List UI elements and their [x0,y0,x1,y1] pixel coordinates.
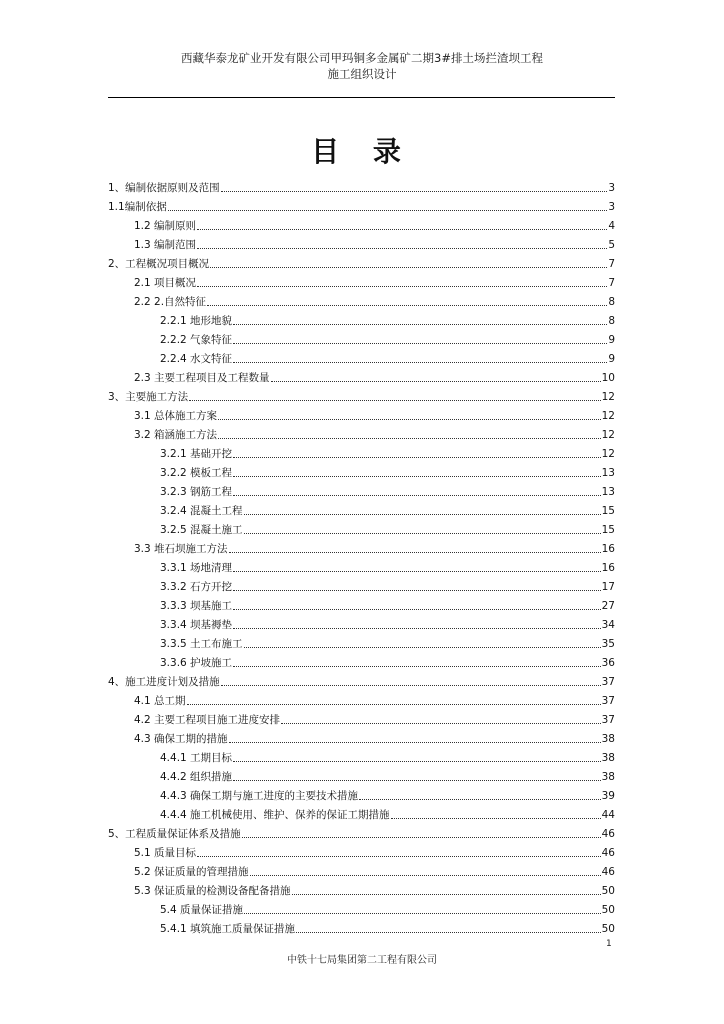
toc-dot-leader [233,628,601,629]
toc-entry-label: 3.3.5 土工布施工 [160,638,243,650]
toc-entry-label: 4.1 总工期 [134,695,186,707]
toc-entry[interactable] [108,404,615,423]
toc-entry-label: 3.2.4 混凝土工程 [160,505,243,517]
toc-dot-leader [233,761,601,762]
toc-entry-label: 2.1 项目概况 [134,277,197,289]
toc-dot-leader [233,590,601,591]
toc-entry[interactable] [108,727,615,746]
toc-dot-leader [197,856,601,857]
toc-entry-page: 39 [601,790,615,802]
toc-entry-page: 27 [601,600,615,612]
toc-dot-leader [233,571,601,572]
toc-entry[interactable] [108,898,615,917]
toc-dot-leader [197,229,607,230]
toc-entry[interactable] [108,879,615,898]
toc-dot-leader [233,666,601,667]
toc-entry-page: 50 [601,904,615,916]
toc-entry-label: 5.4 质量保证措施 [160,904,244,916]
toc-entry-label: 3.2.2 模板工程 [160,467,233,479]
toc-entry[interactable] [108,214,615,233]
toc-entry[interactable] [108,613,615,632]
toc-entry-page: 37 [601,695,615,707]
toc-dot-leader [359,799,601,800]
toc-entry-label: 3.3.4 坝基褥垫 [160,619,233,631]
toc-entry-page: 44 [601,809,615,821]
toc-dot-leader [221,191,608,192]
toc-entry[interactable] [108,309,615,328]
toc-entry-label: 3.3.1 场地清理 [160,562,233,574]
toc-entry-page: 3 [608,182,615,194]
toc-entry-label: 5、工程质量保证体系及措施 [108,828,241,840]
toc-entry-label: 3.2 箱涵施工方法 [134,429,218,441]
toc-dot-leader [296,932,601,933]
toc-entry[interactable] [108,746,615,765]
toc-entry-page: 50 [601,923,615,935]
toc-dot-leader [233,362,607,363]
toc-dot-leader [233,495,601,496]
toc-dot-leader [244,913,601,914]
toc-entry[interactable] [108,594,615,613]
toc-dot-leader [197,248,607,249]
toc-dot-leader [250,875,601,876]
toc-entry-page: 38 [601,771,615,783]
toc-entry[interactable] [108,480,615,499]
toc-entry-label: 4.4.2 组织措施 [160,771,233,783]
toc-entry-page: 12 [601,429,615,441]
toc-entry-label: 2.2.1 地形地貌 [160,315,233,327]
toc-dot-leader [218,438,601,439]
page-header [0,50,724,82]
toc-dot-leader [218,419,601,420]
toc-entry[interactable] [108,176,615,195]
toc-dot-leader [292,894,601,895]
toc-entry[interactable] [108,708,615,727]
toc-entry-label: 5.4.1 填筑施工质量保证措施 [160,923,296,935]
toc-entry-page: 37 [601,676,615,688]
toc-entry-label: 3.1 总体施工方案 [134,410,218,422]
toc-dot-leader [189,400,600,401]
toc-dot-leader [244,533,601,534]
page-footer: 中铁十七局集团第二工程有限公司 [287,955,437,966]
toc-dot-leader [244,514,601,515]
toc-entry-label: 2、工程概况项目概况 [108,258,210,270]
toc-entry-page: 7 [608,277,615,289]
toc-entry[interactable] [108,252,615,271]
toc-entry-label: 3.3.3 坝基施工 [160,600,233,612]
toc-entry[interactable] [108,803,615,822]
toc-entry-label: 4.4.4 施工机械使用、维护、保养的保证工期措施 [160,809,390,821]
toc-entry[interactable] [108,328,615,347]
toc-entry-page: 38 [601,752,615,764]
toc-entry-page: 8 [608,315,615,327]
toc-entry-page: 4 [608,220,615,232]
toc-entry-page: 12 [601,410,615,422]
toc-entry[interactable] [108,632,615,651]
toc-entry-label: 3.3 堆石坝施工方法 [134,543,228,555]
toc-entry-page: 17 [601,581,615,593]
toc-entry-label: 3.2.5 混凝土施工 [160,524,243,536]
toc-title: 目 录 [311,135,413,168]
header-divider [108,97,615,98]
toc-entry-label: 4、施工进度计划及措施 [108,676,220,688]
toc-entry[interactable] [108,651,615,670]
toc-entry[interactable] [108,195,615,214]
toc-entry[interactable] [108,575,615,594]
toc-entry[interactable] [108,917,615,936]
toc-entry[interactable] [108,841,615,860]
toc-entry[interactable] [108,366,615,385]
toc-entry-page: 16 [601,543,615,555]
toc-entry-label: 2.2.4 水文特征 [160,353,233,365]
toc-entry[interactable] [108,290,615,309]
toc-entry-page: 12 [601,448,615,460]
toc-dot-leader [271,381,601,382]
toc-entry-label: 1.1编制依据 [108,201,167,213]
toc-entry-page: 46 [601,866,615,878]
toc-entry-label: 1、编制依据原则及范围 [108,182,220,194]
toc-dot-leader [281,723,601,724]
toc-entry[interactable] [108,537,615,556]
toc-entry-label: 3.2.1 基础开挖 [160,448,233,460]
table-of-contents [108,176,615,936]
toc-entry-label: 4.4.3 确保工期与施工进度的主要技术措施 [160,790,359,802]
toc-dot-leader [229,742,601,743]
toc-entry-page: 8 [608,296,615,308]
toc-entry-page: 46 [601,828,615,840]
header-document-type: 施工组织设计 [327,67,397,81]
toc-entry-label: 3.2.3 钢筋工程 [160,486,233,498]
toc-entry[interactable] [108,670,615,689]
toc-entry[interactable] [108,233,615,252]
toc-entry-label: 4.4.1 工期目标 [160,752,233,764]
toc-entry-page: 10 [601,372,615,384]
toc-dot-leader [197,286,607,287]
toc-dot-leader [221,685,601,686]
toc-entry[interactable] [108,385,615,404]
toc-entry-page: 46 [601,847,615,859]
toc-entry-label: 3.3.2 石方开挖 [160,581,233,593]
toc-dot-leader [233,476,601,477]
toc-entry-page: 34 [601,619,615,631]
toc-entry-label: 3、主要施工方法 [108,391,189,403]
toc-entry-page: 15 [601,505,615,517]
toc-entry-page: 12 [601,391,615,403]
toc-entry-page: 13 [601,486,615,498]
toc-entry-label: 3.3.6 护坡施工 [160,657,233,669]
toc-entry[interactable] [108,271,615,290]
toc-entry-page: 15 [601,524,615,536]
toc-dot-leader [210,267,607,268]
toc-entry-page: 36 [601,657,615,669]
toc-entry[interactable] [108,556,615,575]
toc-dot-leader [391,818,601,819]
toc-entry[interactable] [108,689,615,708]
toc-entry-label: 2.3 主要工程项目及工程数量 [134,372,270,384]
toc-entry-page: 7 [608,258,615,270]
toc-entry[interactable] [108,784,615,803]
toc-entry[interactable] [108,461,615,480]
toc-dot-leader [233,609,601,610]
toc-entry-label: 4.2 主要工程项目施工进度安排 [134,714,281,726]
toc-entry[interactable] [108,442,615,461]
toc-entry-page: 37 [601,714,615,726]
toc-entry-label: 1.2 编制原则 [134,220,197,232]
toc-entry[interactable] [108,860,615,879]
toc-dot-leader [207,305,607,306]
toc-dot-leader [233,457,601,458]
toc-entry-page: 5 [608,239,615,251]
toc-entry-page: 50 [601,885,615,897]
toc-entry-page: 38 [601,733,615,745]
toc-dot-leader [233,343,607,344]
toc-dot-leader [244,647,601,648]
toc-dot-leader [233,324,607,325]
toc-entry-page: 16 [601,562,615,574]
toc-entry-label: 2.2 2.自然特征 [134,296,207,308]
toc-entry[interactable] [108,765,615,784]
toc-entry[interactable] [108,822,615,841]
toc-entry-page: 3 [608,201,615,213]
toc-dot-leader [229,552,601,553]
toc-entry-label: 5.2 保证质量的管理措施 [134,866,249,878]
toc-entry-label: 4.3 确保工期的措施 [134,733,228,745]
toc-entry-label: 5.1 质量目标 [134,847,197,859]
toc-dot-leader [187,704,601,705]
header-project-title: 西藏华泰龙矿业开发有限公司甲玛铜多金属矿二期3#排土场拦渣坝工程 [181,51,543,65]
page-number: 1 [606,939,612,949]
toc-entry-page: 35 [601,638,615,650]
toc-entry-page: 13 [601,467,615,479]
toc-entry[interactable] [108,499,615,518]
toc-entry[interactable] [108,423,615,442]
toc-entry-label: 2.2.2 气象特征 [160,334,233,346]
toc-dot-leader [242,837,601,838]
toc-entry[interactable] [108,347,615,366]
toc-entry-page: 9 [608,353,615,365]
toc-entry[interactable] [108,518,615,537]
toc-entry-label: 1.3 编制范围 [134,239,197,251]
toc-entry-label: 5.3 保证质量的检测设备配备措施 [134,885,291,897]
toc-entry-page: 9 [608,334,615,346]
toc-dot-leader [168,210,608,211]
toc-dot-leader [233,780,601,781]
